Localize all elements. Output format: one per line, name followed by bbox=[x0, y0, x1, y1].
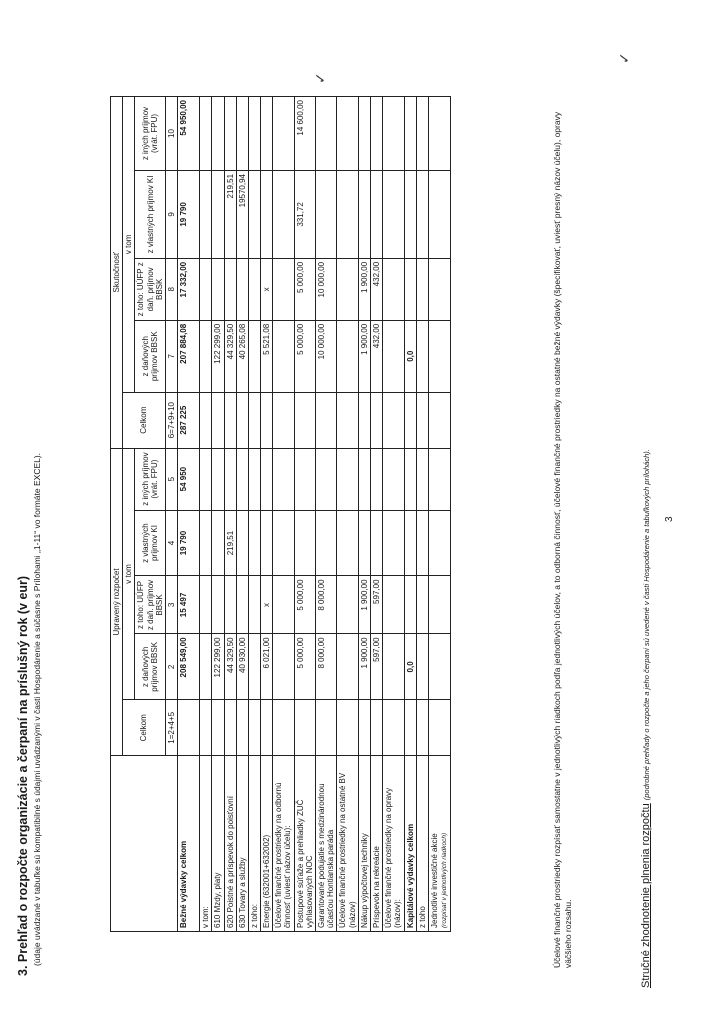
colnum: 4 bbox=[165, 510, 177, 576]
cell-value: x bbox=[261, 258, 273, 320]
row-label: 630 Tovary a služby bbox=[236, 756, 248, 932]
row-capital-total bbox=[404, 97, 416, 932]
cell-value: 15 497 bbox=[178, 576, 200, 634]
cell-value: 208 549,00 bbox=[178, 634, 200, 700]
row-current-total bbox=[178, 97, 200, 932]
cell-value: 597,00 bbox=[370, 634, 382, 700]
check-mark-icon: ✓ bbox=[312, 72, 328, 84]
row-label: Nákup výpočtovej techniky bbox=[358, 756, 370, 932]
row-label: Účelové finančné prostriedky na odbornú činnosť (uviesť názov účelu): bbox=[273, 756, 294, 932]
cell-value: 287 225 bbox=[178, 392, 200, 448]
row-earmarked-professional bbox=[273, 97, 294, 932]
evaluation-note: (podrobné prehľady o rozpočte a jeho čerpaní sú uvedené v časti Hospodárenie a tabuľkových prílohách). bbox=[642, 449, 651, 801]
evaluation-line bbox=[640, 449, 652, 988]
header-other: z iných príjmov (vrát. FPU) bbox=[135, 97, 166, 171]
row-label: 610 Mzdy, platy bbox=[212, 756, 224, 932]
header-own: z vlastných príjmov KI bbox=[135, 170, 166, 258]
cell-value: 331,72 bbox=[294, 170, 315, 258]
row-in-that bbox=[200, 97, 212, 932]
cell-value: 5 000,00 bbox=[294, 320, 315, 392]
row-630 bbox=[236, 97, 248, 932]
formula-actual: 6=7+9+10 bbox=[165, 392, 177, 448]
header-other: z iných príjmov (vrát. FPU) bbox=[135, 448, 166, 510]
cell-value: 0,0 bbox=[404, 634, 416, 700]
row-label: z toho: bbox=[248, 756, 260, 932]
cell-value: 14 600,00 bbox=[294, 97, 315, 171]
row-of-which-capital bbox=[416, 97, 428, 932]
cell-value: 5 000,00 bbox=[294, 634, 315, 700]
cell-value: 0,0 bbox=[404, 320, 416, 392]
formula-budget: 1=2+4+5 bbox=[165, 700, 177, 756]
header-own: z vlastných príjmov KI bbox=[135, 510, 166, 576]
row-label: Kapitálové výdavky celkom bbox=[404, 756, 416, 932]
header-tax: z daňových príjmov BBSK bbox=[135, 634, 166, 700]
header-uufp: z toho: UÚFP z daň. príjmov BBSK bbox=[135, 258, 166, 320]
header-of-which: v tom bbox=[123, 448, 135, 700]
header-empty-cell bbox=[111, 756, 178, 932]
page-number: 3 bbox=[664, 516, 675, 522]
cell-value: 597,00 bbox=[370, 576, 382, 634]
section-subheading: (údaje uvádzané v tabuľke sú kompatibilné s údajmi uvádzanými v časti Hospodárenie a súčasne s Prílohami „1-11“ vo formáte EXCEL). bbox=[32, 452, 42, 966]
cell-value: 54 950,00 bbox=[178, 97, 200, 171]
cell-value: 54 950 bbox=[178, 448, 200, 510]
row-label: Bežné výdavky celkom bbox=[178, 756, 200, 932]
footnote: Účelové finančné prostriedky rozpísať samostatne v jednotlivých riadkoch podľa jednotlivých účelov, a to odborná činnosť, účelové finančné prostriedky na ostatné bežné výdavky (špecifikovať, uviesť presný názov účelu), opravy väčšieho rozsahu. bbox=[552, 111, 574, 968]
cell-value: x bbox=[261, 576, 273, 634]
row-competitions bbox=[294, 97, 315, 932]
header-total: Celkom bbox=[123, 700, 166, 756]
cell-value: 122 299,00 bbox=[212, 320, 224, 392]
cell-value: 10 000,00 bbox=[316, 320, 337, 392]
header-of-which: v tom bbox=[123, 97, 135, 393]
cell-value: 1 900,00 bbox=[358, 576, 370, 634]
section-heading: 3. Prehľad o rozpočte organizácie a čerpaní na príslušný rok (v eur) bbox=[16, 575, 30, 976]
row-sublabel: (rozpísať v jednotlivých riadkoch) bbox=[441, 832, 449, 928]
row-610 bbox=[212, 97, 224, 932]
row-label: Energie (632001+632002) bbox=[261, 756, 273, 932]
colnum: 9 bbox=[165, 170, 177, 258]
cell-value: 1 900,00 bbox=[358, 320, 370, 392]
cell-value: 44 329,50 bbox=[224, 320, 236, 392]
cell-value: 6 021,00 bbox=[261, 634, 273, 700]
row-label: Účelové finančné prostriedky na ostatné BV (názov) bbox=[337, 756, 358, 932]
row-label: Príspevok na rekreácie bbox=[370, 756, 382, 932]
budget-table bbox=[110, 96, 451, 932]
row-label: z toho bbox=[416, 756, 428, 932]
row-computers bbox=[358, 97, 370, 932]
cell-value: 207 884,08 bbox=[178, 320, 200, 392]
cell-value: 8 000,00 bbox=[316, 634, 337, 700]
cell-value: 40 930,00 bbox=[236, 634, 248, 700]
cell-value: 10 000,00 bbox=[316, 258, 337, 320]
cell-value: 40 265,08 bbox=[236, 320, 248, 392]
row-label: 620 Poistné a príspevok do poisťovní bbox=[224, 756, 236, 932]
colnum: 3 bbox=[165, 576, 177, 634]
cell-value: 44 329,50 bbox=[224, 634, 236, 700]
row-label bbox=[428, 756, 450, 932]
row-guaranteed-event bbox=[316, 97, 337, 932]
cell-value: 1 900,00 bbox=[358, 634, 370, 700]
header-tax: z daňových príjmov BBSK bbox=[135, 320, 166, 392]
cell-value: 8 000,00 bbox=[316, 576, 337, 634]
evaluation-title: Stručné zhodnotenie plnenia rozpočtu bbox=[640, 803, 652, 988]
cell-value: 19 790 bbox=[178, 510, 200, 576]
cell-value: 5 000,00 bbox=[294, 258, 315, 320]
row-energy bbox=[261, 97, 273, 932]
colnum: 8 bbox=[165, 258, 177, 320]
row-of-which bbox=[248, 97, 260, 932]
cell-value: 122 299,00 bbox=[212, 634, 224, 700]
colnum: 7 bbox=[165, 320, 177, 392]
row-label: Účelové finančné prostriedky na opravy (názov): bbox=[383, 756, 404, 932]
header-uufp: z toho: UÚFP z daň. príjmov BBSK bbox=[135, 576, 166, 634]
row-620 bbox=[224, 97, 236, 932]
header-actual-group: Skutočnosť bbox=[111, 97, 123, 449]
cell-value: 5 521,08 bbox=[261, 320, 273, 392]
cell-value: 5 000,00 bbox=[294, 576, 315, 634]
cell-value: 17 332,00 bbox=[178, 258, 200, 320]
colnum: 10 bbox=[165, 97, 177, 171]
row-repairs bbox=[383, 97, 404, 932]
row-label: Postupové súťaže a prehliadky ZUČ vyhlasovaných NOC bbox=[294, 756, 315, 932]
row-label-text: Jednotlivé investičné akcie bbox=[429, 833, 439, 928]
colnum: 5 bbox=[165, 448, 177, 510]
cell-value: 19 790 bbox=[178, 170, 200, 258]
cell-value: 219,51 bbox=[224, 510, 236, 576]
cell-value: 19570,94 bbox=[236, 170, 248, 258]
check-mark-icon: ✓ bbox=[616, 52, 632, 64]
header-total: Celkom bbox=[123, 392, 166, 448]
header-budget-group: Upravený rozpočet bbox=[111, 448, 123, 756]
row-recreation bbox=[370, 97, 382, 932]
colnum: 2 bbox=[165, 634, 177, 700]
cell-value: 1 900,00 bbox=[358, 258, 370, 320]
cell-value: 432,00 bbox=[370, 258, 382, 320]
row-label: v tom: bbox=[200, 756, 212, 932]
header-row-groups bbox=[111, 97, 123, 932]
row-label: Garantované podujatie s medzinárodnou účasťou Hontianska paráda bbox=[316, 756, 337, 932]
row-investments bbox=[428, 97, 450, 932]
cell-value: 432,00 bbox=[370, 320, 382, 392]
cell-value: 219,51 bbox=[224, 170, 236, 258]
row-earmarked-other bbox=[337, 97, 358, 932]
